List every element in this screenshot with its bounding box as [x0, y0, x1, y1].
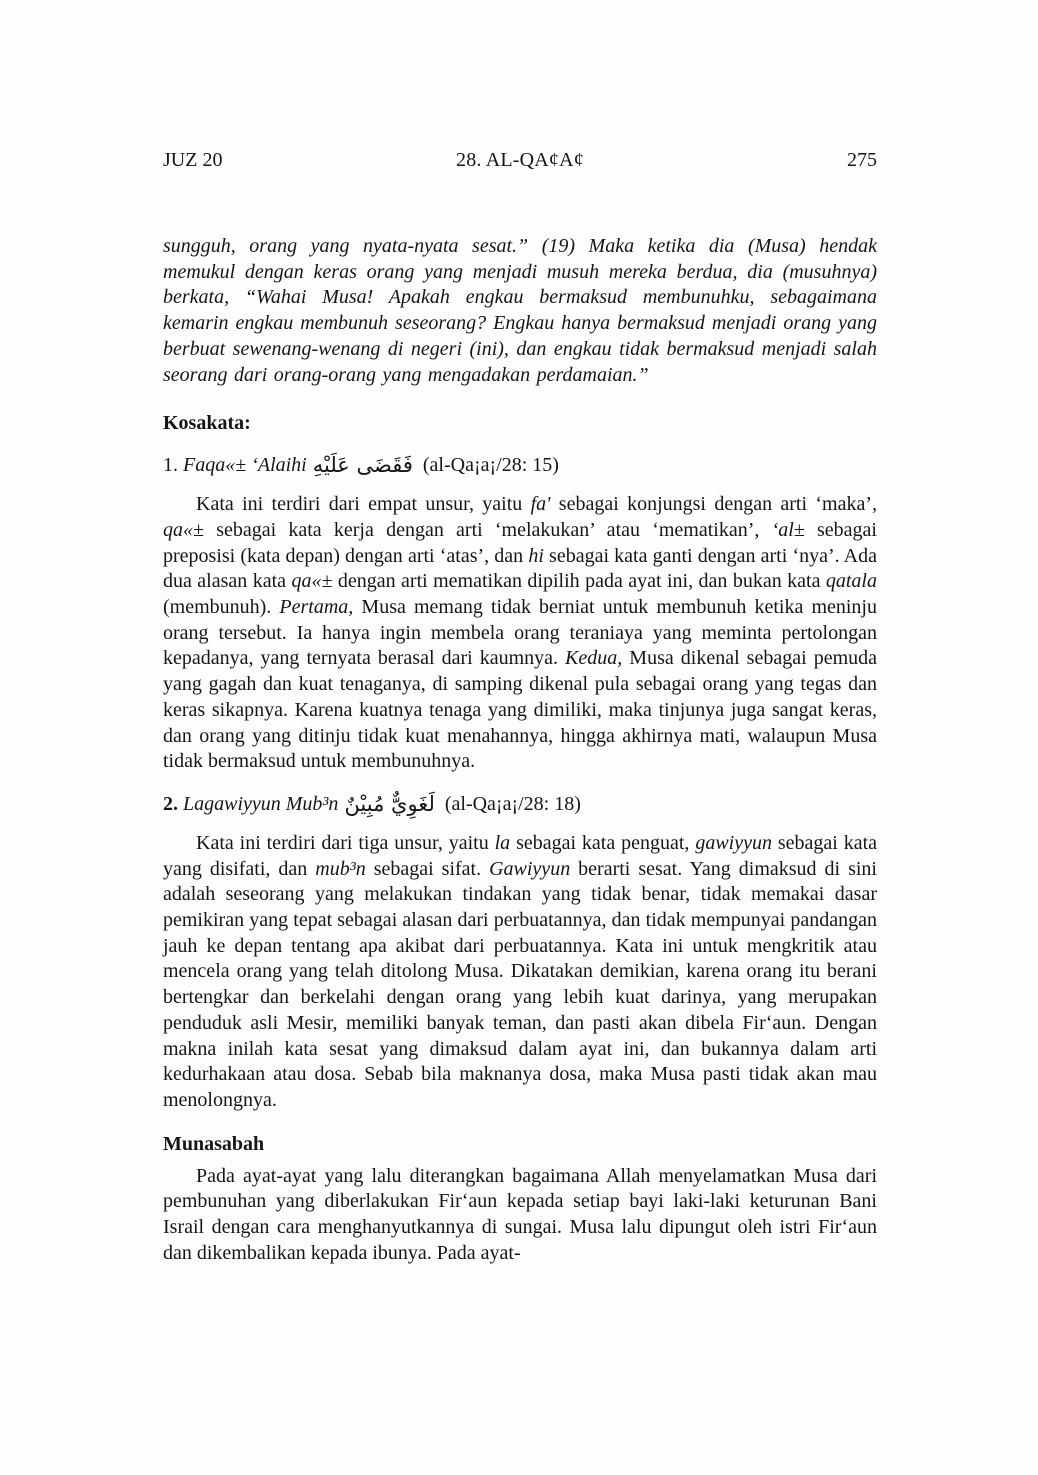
item-1-term: Faqa«± ‘Alaihi: [183, 454, 307, 477]
kosakata-heading: Kosakata:: [163, 412, 251, 435]
translation-paragraph: sungguh, orang yang nyata-nyata sesat.” (19) Maka ketika dia (Musa) hendak memukul dengan keras orang yang menjadi musuh mereka berdua, dia (musuhnya) berkata, “Wahai Musa! Apakah engkau bermaksud membunuhku, sebagaimana kemarin engkau membunuh seseorang? Engkau hanya bermaksud menjadi orang yang berbuat sewenang-wenang di negeri (ini), dan engkau tidak bermaksud menjadi salah seorang dari orang-orang yang mengadakan perdamaian.”: [163, 235, 877, 386]
item-2-number: 2.: [163, 792, 178, 815]
item-1-arabic-text: فَقَضَى عَلَيْهِ: [312, 453, 413, 478]
item-2-verse-reference: (al-Qa¡a¡/28: 18): [444, 792, 581, 815]
juz-label: JUZ 20: [163, 149, 223, 171]
kosakata-item-1-paragraph: Kata ini terdiri dari empat unsur, yaitu fa' sebagai konjungsi dengan arti ‘maka’, qa«± sebagai kata kerja dengan arti ‘melakukan’ atau ‘mematikan’, ‘al± sebagai preposisi (kata depan) dengan arti ‘atas’, dan hi sebagai kata ganti dengan arti ‘nya’. Ada dua alasan kata qa«± dengan arti mematikan dipilih pada ayat ini, dan bukan kata qatala (membunuh). Pertama, Musa memang tidak berniat untuk membunuh ketika meninju orang tersebut. Ia hanya ingin membela orang teraniaya yang meminta pertolongan kepadanya, yang ternyata berasal dari kaumnya. Kedua, Musa dikenal sebagai pemuda yang gagah dan kuat tenaganya, di samping dikenal pula sebagai orang yang tegas dan keras sikapnya. Karena kuatnya tenaga yang dimiliki, maka tinjunya juga sangat keras, dan orang yang ditinju tidak kuat menahannya, hingga akhirnya mati, walaupun Musa tidak bermaksud untuk membunuhnya.: [163, 493, 878, 773]
item-1-verse-reference: (al-Qa¡a¡/28: 15): [422, 454, 559, 477]
item-1-number: 1.: [163, 454, 178, 477]
item-2-arabic-text: لَغَوِيٌّ مُبِيْنٌ: [344, 791, 435, 816]
kosakata-item-1-heading: [163, 450, 877, 480]
munasabah-paragraph: Pada ayat-ayat yang lalu diterangkan bagaimana Allah menyelamatkan Musa dari pembunuhan yang diberlakukan Fir‘aun kepada setiap bayi laki-laki keturunan Bani Israil dengan cara menghanyutkannya di sungai. Musa lalu dipungut oleh istri Fir‘aun dan dikembalikan kepada ibunya. Pada ayat-: [163, 1164, 877, 1264]
page-header: [163, 148, 877, 172]
munasabah-heading: Munasabah: [163, 1132, 265, 1155]
kosakata-item-2-paragraph: Kata ini terdiri dari tiga unsur, yaitu la sebagai kata penguat, gawiyyun sebagai kata yang disifati, dan mub³n sebagai sifat. Gawiyyun berarti sesat. Yang dimaksud di sini adalah seseorang yang melakukan tindakan yang tidak benar, tidak memakai dasar pemikiran yang tepat sebagai alasan dari perbuatannya, dan tidak mempunyai pandangan jauh ke depan tentang apa akibat dari perbuatannya. Kata ini untuk mengkritik atau mencela orang yang telah ditolong Musa. Dikatakan demikian, karena orang itu berani bertengkar dan berkelahi dengan orang yang lebih kuat darinya, yang merupakan penduduk asli Mesir, memiliki banyak teman, dan pasti akan dibela Fir‘aun. Dengan makna inilah kata sesat yang dimaksud dalam ayat ini, dan bukannya dalam arti kedurhakaan atau dosa. Sebab bila maknanya dosa, maka Musa pasti tidak akan mau menolongnya.: [163, 831, 878, 1111]
item-2-term: Lagawiyyun Mub³n: [183, 792, 339, 815]
kosakata-item-2-heading: [163, 789, 877, 819]
page-number: 275: [847, 149, 877, 171]
surah-title: 28. AL-QA¢A¢: [456, 149, 584, 171]
